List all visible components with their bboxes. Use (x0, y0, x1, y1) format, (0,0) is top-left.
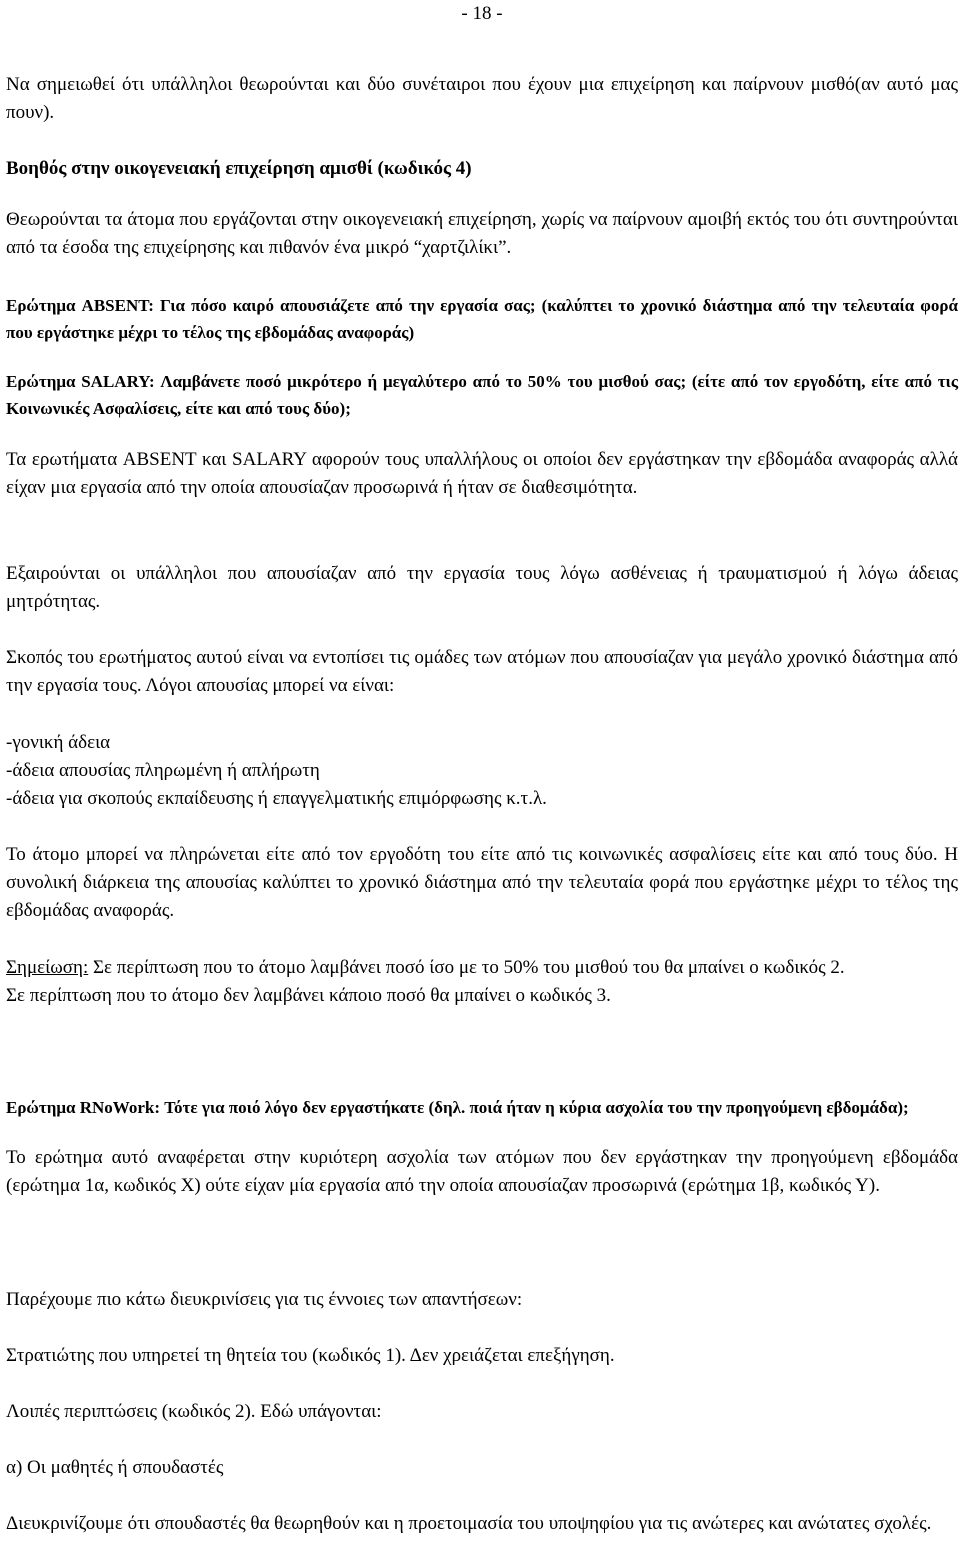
paragraph-text: Παρέχουμε πιο κάτω διευκρινίσεις για τις έννοιες των απαντήσεων: (6, 1289, 523, 1310)
paragraph-text: Στρατιώτης που υπηρετεί τη θητεία του (κωδικός 1). Δεν χρειάζεται επεξήγηση. (6, 1345, 615, 1366)
paragraph-text: Το ερώτημα αυτό αναφέρεται στην κυριότερη ασχολία των ατόμων που δεν εργάστηκαν την προηγούμενη εβδομάδα (ερώτημα 1α, κωδικός Χ) ούτε είχαν μία εργασία από την οποία απουσίαζαν προσωρινά (ερώτημα 1β, κωδικός Υ). (6, 1147, 958, 1196)
paragraph-family-business (6, 206, 958, 262)
page-number: - 18 - (461, 3, 503, 24)
paragraph-partners-note (6, 71, 958, 127)
paragraph-text: Θεωρούνται τα άτομα που εργάζονται στην οικογενειακή επιχείρηση, χωρίς να παίρνουν αμοιβή εκτός του ότι συντηρούνται από τα έσοδα της επιχείρησης και πιθανόν ένα μικρό “χαρτζιλίκι”. (6, 209, 958, 258)
paragraph-text: α) Οι μαθητές ή σπουδαστές (6, 1457, 224, 1478)
list-item: -άδεια απουσίας πληρωμένη ή απλήρωτη (6, 760, 320, 781)
paragraph-text: Τα ερωτήματα ABSENT και SALARY αφορούν τους υπαλλήλους οι οποίοι δεν εργάστηκαν την εβδομάδα αναφοράς αλλά είχαν μια εργασία από την οποία απουσίαζαν προσωρινά ή ήταν σε διαθεσιμότητα. (6, 449, 958, 498)
paragraph-text: Το άτομο μπορεί να πληρώνεται είτε από τον εργοδότη του είτε από τις κοινωνικές ασφαλίσεις είτε και από τους δύο. Η συνολική διάρκεια της απουσίας καλύπτει το χρονικό διάστημα από την τελευταία φορά που εργάστηκε μέχρι το τέλος της εβδομάδας αναφοράς. (6, 844, 958, 921)
paragraph-text: Λοιπές περιπτώσεις (κωδικός 2). Εδώ υπάγονται: (6, 1401, 382, 1422)
question-absent (6, 292, 958, 346)
paragraph-text: Εξαιρούνται οι υπάλληλοι που απουσίαζαν από την εργασία τους λόγω ασθένειας ή τραυματισμού ή λόγω άδειας μητρότητας. (6, 563, 958, 612)
paragraph-purpose (6, 644, 958, 700)
note-second-line: Σε περίπτωση που το άτομο δεν λαμβάνει κάποιο ποσό θα μπαίνει ο κωδικός 3. (6, 985, 611, 1006)
paragraph-soldier (6, 1342, 958, 1370)
paragraph-payment (6, 841, 958, 925)
paragraph-absent-salary (6, 446, 958, 502)
question-text: Ερώτημα RNoWork: Τότε για ποιό λόγο δεν εργαστήκατε (δηλ. ποιά ήταν η κύρια ασχολία του την προηγούμενη εβδομάδα); (6, 1098, 909, 1117)
paragraph-clarifications (6, 1286, 958, 1314)
paragraph-students (6, 1454, 958, 1482)
list-item: -άδεια για σκοπούς εκπαίδευσης ή επαγγελματικής επιμόρφωσης κ.τ.λ. (6, 788, 547, 809)
absence-reasons-list (6, 729, 958, 813)
paragraph-text: Διευκρινίζουμε ότι σπουδαστές θα θεωρηθούν και η προετοιμασία του υποψηφίου για τις ανώτερες και ανώτατες σχολές. (6, 1513, 932, 1534)
list-item: -γονική άδεια (6, 732, 111, 753)
paragraph-main-activity (6, 1144, 958, 1200)
section-heading: Βοηθός στην οικογενειακή επιχείρηση αμισθί (κωδικός 4) (6, 158, 472, 179)
question-text: Ερώτημα SALARY: Λαμβάνετε ποσό μικρότερο ή μεγαλύτερο από το 50% του μισθού σας; (είτε από τον εργοδότη, είτε από τις Κοινωνικές Ασφαλίσεις, είτε και από τους δύο); (6, 372, 958, 418)
question-text: Ερώτημα ABSENT: Για πόσο καιρό απουσιάζετε από την εργασία σας; (καλύπτει το χρονικό διάστημα από την τελευταία φορά που εργάστηκε μέχρι το τέλος της εβδομάδας αναφοράς) (6, 296, 958, 342)
paragraph-students-clarification (6, 1510, 958, 1538)
note-label: Σημείωση: (6, 957, 89, 978)
section-heading-unpaid-family-worker (6, 155, 958, 183)
paragraph-other-cases (6, 1398, 958, 1426)
note-block (6, 954, 958, 1010)
question-rnowork (6, 1094, 958, 1121)
question-salary (6, 368, 958, 422)
paragraph-text: Σκοπός του ερωτήματος αυτού είναι να εντοπίσει τις ομάδες των ατόμων που απουσίαζαν για μεγάλο χρονικό διάστημα από την εργασία τους. Λόγοι απουσίας μπορεί να είναι: (6, 647, 958, 696)
paragraph-exclusions (6, 560, 958, 616)
note-paragraph (6, 954, 958, 982)
note-text: Σε περίπτωση που το άτομο λαμβάνει ποσό ίσο με το 50% του μισθού του θα μπαίνει ο κωδικός 2. (88, 957, 845, 978)
paragraph-text: Να σημειωθεί ότι υπάλληλοι θεωρούνται και δύο συνέταιροι που έχουν μια επιχείρηση και παίρνουν μισθό(αν αυτό μας πουν). (6, 74, 958, 123)
